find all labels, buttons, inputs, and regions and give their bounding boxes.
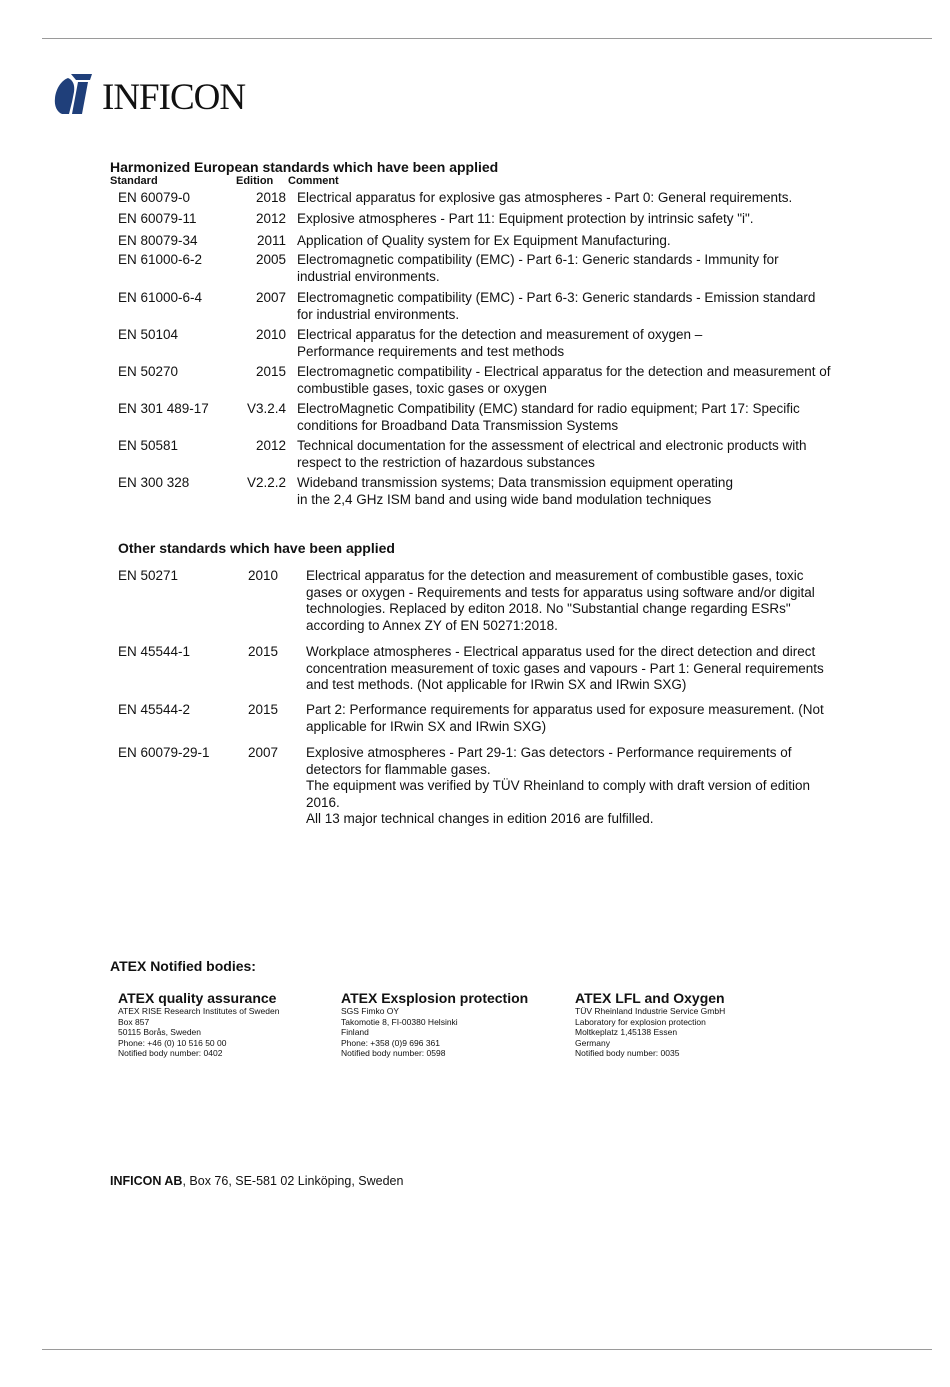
comment-line: and test methods. (Not applicable for IRwin SX and IRwin SXG) [306, 677, 687, 692]
comment-line: ElectroMagnetic Compatibility (EMC) standard for radio equipment; Part 17: Specific [297, 401, 800, 416]
comment-line: Performance requirements and test methods [297, 343, 565, 359]
notified-body-line: Moltkeplatz 1,45138 Essen [575, 1027, 678, 1037]
comment-line: Wideband transmission systems; Data transmission equipment operating [297, 475, 733, 490]
standard-edition: 2010 [248, 568, 279, 583]
comment-line: Workplace atmospheres - Electrical apparatus used for the direct detection and direct [306, 644, 816, 659]
standard-edition: V2.2.2 [246, 475, 286, 490]
harmonized-title: Harmonized European standards which have been applied [110, 159, 499, 175]
notified-body-line: SGS Fimko OY [341, 1006, 400, 1016]
standard-edition: 2005 [255, 252, 286, 267]
standard-edition: 2015 [248, 702, 279, 717]
notified-body-line: Phone: +46 (0) 10 516 50 00 [118, 1037, 227, 1048]
standard-id: EN 50271 [118, 568, 179, 583]
standard-id: EN 45544-2 [118, 702, 191, 717]
comment-line: conditions for Broadband Data Transmission Systems [297, 417, 619, 433]
comment-line: Part 2: Performance requirements for apparatus used for exposure measurement. (Not [306, 702, 824, 717]
footer-address [110, 1174, 403, 1188]
standard-comment [306, 702, 824, 735]
comment-line: All 13 major technical changes in edition 2016 are fulfilled. [306, 811, 654, 826]
notified-body-explosion [341, 990, 528, 1059]
standard-comment [297, 290, 815, 323]
footer-address-text: , Box 76, SE-581 02 Linköping, Sweden [182, 1174, 404, 1188]
col-comment-header: Comment [288, 175, 339, 187]
comment-line: Application of Quality system for Ex Equipment Manufacturing. [297, 233, 671, 248]
notified-body-line: ATEX RISE Research Institutes of Sweden [118, 1006, 280, 1016]
notified-body-line: Notified body number: 0598 [341, 1048, 446, 1058]
standard-id: EN 60079-29-1 [118, 745, 210, 760]
comment-line: combustible gases, toxic gases or oxygen [297, 380, 547, 396]
top-rule [42, 38, 932, 39]
standard-comment [297, 401, 800, 434]
comment-line: technologies. Replaced by editon 2018. No "Substantial change regarding ESRs" [306, 601, 791, 616]
notified-body-line: TÜV Rheinland Industrie Service GmbH [575, 1006, 726, 1016]
standard-id: EN 60079-11 [118, 211, 197, 226]
standard-id: EN 61000-6-2 [118, 252, 203, 267]
notified-body-quality [118, 990, 279, 1059]
standard-edition: 2010 [255, 327, 286, 342]
comment-line: 2016. [306, 794, 340, 810]
notified-body-line: 50115 Borås, Sweden [118, 1027, 202, 1037]
standard-id: EN 45544-1 [118, 644, 191, 659]
comment-line: Electrical apparatus for the detection and measurement of combustible gases, toxic [306, 568, 804, 583]
notified-body-line: Finland [341, 1027, 369, 1037]
notified-body-line: Takomotie 8, FI-00380 Helsinki [341, 1016, 458, 1027]
col-edition-header: Edition [236, 175, 274, 187]
standard-edition: 2012 [255, 211, 286, 226]
standard-comment [306, 568, 815, 634]
comment-line: Technical documentation for the assessment of electrical and electronic products with [297, 438, 807, 453]
comment-line: in the 2,4 GHz ISM band and using wide band modulation techniques [297, 491, 712, 507]
notified-body-line: Laboratory for explosion protection [575, 1016, 706, 1027]
comment-line: Explosive atmospheres - Part 11: Equipment protection by intrinsic safety "i". [297, 211, 754, 226]
notified-body-title: ATEX LFL and Oxygen [575, 990, 725, 1006]
standard-comment [297, 475, 733, 508]
comment-line: Electrical apparatus for the detection and measurement of oxygen – [297, 327, 703, 342]
standard-edition: 2018 [255, 190, 286, 205]
standard-comment [297, 438, 807, 471]
notified-body-line: Germany [575, 1037, 610, 1048]
notified-body-line: Notified body number: 0402 [118, 1048, 223, 1058]
comment-line: concentration measurement of toxic gases and vapours - Part 1: General requirements [306, 660, 824, 676]
comment-line: according to Annex ZY of EN 50271:2018. [306, 617, 558, 633]
standard-edition: 2007 [255, 290, 286, 305]
standard-edition: 2011 [256, 233, 286, 248]
standard-id: EN 50581 [118, 438, 179, 453]
standard-comment [297, 233, 671, 250]
notified-body-lfl-oxygen [575, 990, 725, 1059]
comment-line: Electrical apparatus for explosive gas atmospheres - Part 0: General requirements. [297, 190, 793, 205]
standard-id: EN 80079-34 [118, 233, 198, 248]
standard-comment [297, 190, 792, 207]
standard-id: EN 301 489-17 [118, 401, 209, 416]
standard-id: EN 50270 [118, 364, 179, 379]
standard-id: EN 50104 [118, 327, 179, 342]
notified-body-title: ATEX quality assurance [118, 990, 277, 1006]
standard-comment [297, 252, 779, 285]
standard-comment [306, 644, 824, 694]
notified-bodies-title: ATEX Notified bodies: [110, 958, 256, 974]
col-standard-header: Standard [110, 175, 158, 187]
comment-line: Electromagnetic compatibility (EMC) - Part 6-1: Generic standards - Immunity for [297, 252, 779, 267]
other-standards-title: Other standards which have been applied [118, 540, 395, 556]
comment-line: Electromagnetic compatibility - Electrical apparatus for the detection and measurement of [297, 364, 831, 379]
standard-comment [297, 327, 702, 360]
comment-line: The equipment was verified by TÜV Rheinland to comply with draft version of edition [306, 778, 811, 793]
comment-line: industrial environments. [297, 268, 440, 284]
inficon-logo-icon [52, 72, 100, 118]
comment-line: applicable for IRwin SX and IRwin SXG) [306, 718, 547, 734]
brand-name: INFICON [102, 77, 246, 118]
standard-comment [306, 745, 810, 828]
notified-body-line: Notified body number: 0035 [575, 1048, 680, 1058]
standard-edition: V3.2.4 [246, 401, 286, 416]
comment-line: gases or oxygen - Requirements and tests for apparatus using software and/or digital [306, 584, 815, 600]
standard-edition: 2012 [255, 438, 286, 453]
standard-id: EN 60079-0 [118, 190, 191, 205]
bottom-rule [42, 1349, 932, 1350]
comment-line: Electromagnetic compatibility (EMC) - Part 6-3: Generic standards - Emission standard [297, 290, 816, 305]
inficon-logo [52, 72, 292, 118]
notified-body-line: Box 857 [118, 1016, 150, 1027]
standard-comment [297, 364, 831, 397]
standard-edition: 2015 [248, 644, 279, 659]
standard-id: EN 61000-6-4 [118, 290, 203, 305]
standard-comment [297, 211, 754, 228]
standard-edition: 2015 [255, 364, 286, 379]
footer-company: INFICON AB [110, 1174, 183, 1188]
notified-body-line: Phone: +358 (0)9 696 361 [341, 1037, 441, 1048]
notified-body-title: ATEX Exsplosion protection [341, 990, 529, 1006]
comment-line: for industrial environments. [297, 306, 460, 322]
comment-line: Explosive atmospheres - Part 29-1: Gas detectors - Performance requirements of [306, 745, 792, 760]
comment-line: respect to the restriction of hazardous substances [297, 454, 595, 470]
standard-id: EN 300 328 [118, 475, 190, 490]
standard-edition: 2007 [248, 745, 279, 760]
comment-line: detectors for flammable gases. [306, 761, 491, 777]
